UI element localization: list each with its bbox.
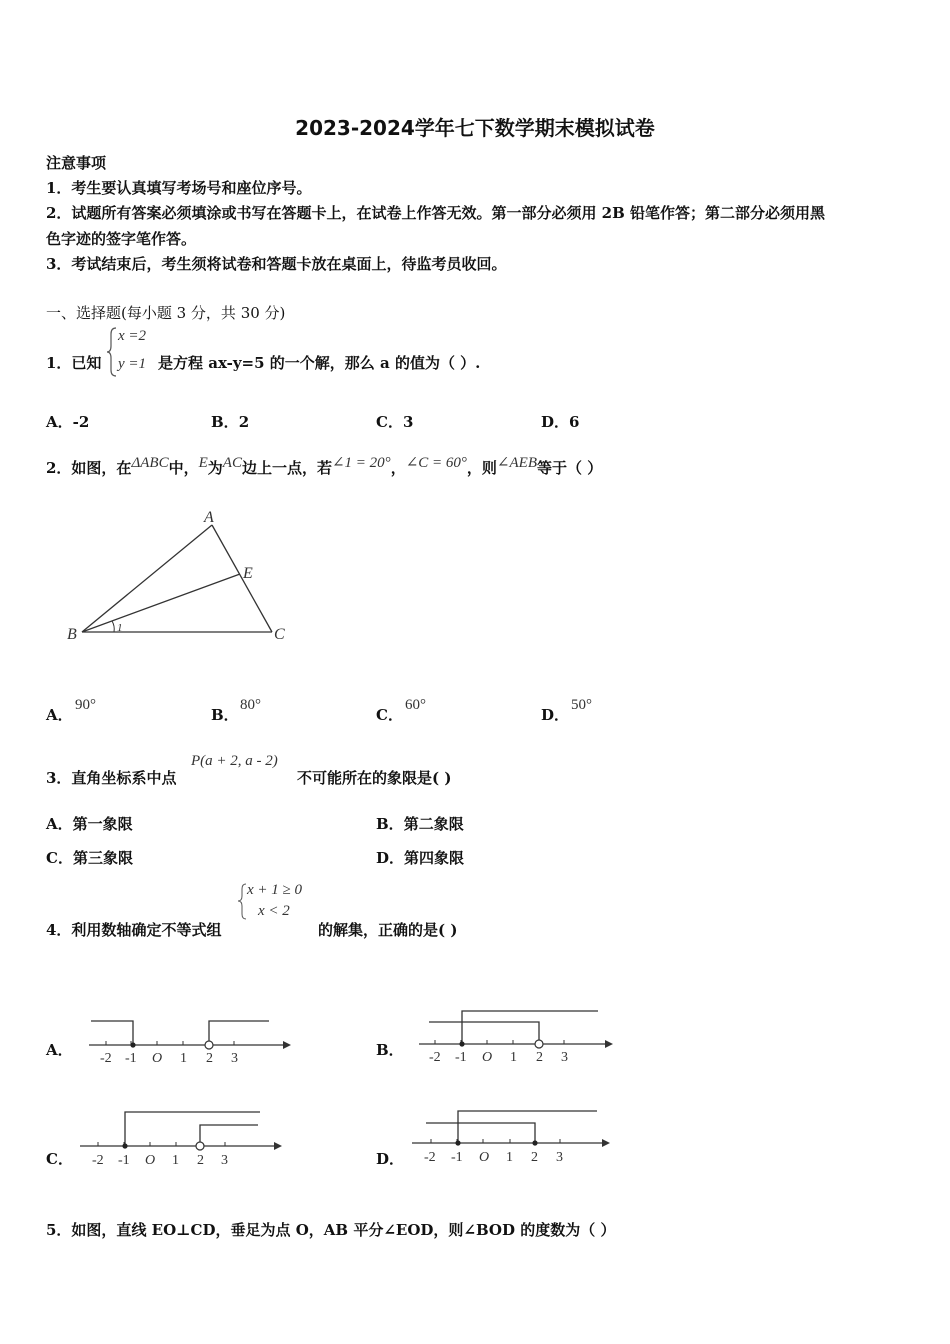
svg-text:-2: -2 — [100, 1051, 112, 1066]
label-e: E — [243, 565, 253, 582]
q2-stem: 2．如图，在ΔABC中，E为AC边上一点，若∠1 = 20°，∠C = 60°，则∠AEB等于（ ） — [46, 455, 603, 477]
number-line-b — [415, 1003, 625, 1068]
q2-option-b-value: 80° — [240, 697, 261, 713]
notice-heading: 注意事项 — [46, 154, 107, 172]
q1-system-brace — [106, 326, 118, 378]
label-b: B — [67, 626, 77, 643]
q4-ineq1: x + 1 ≥ 0 — [247, 882, 303, 898]
q2-triangle-figure — [60, 505, 300, 645]
q4-option-c-letter: C． — [46, 1150, 73, 1168]
q3-suffix: 不可能所在的象限是( ) — [297, 769, 452, 787]
q5-text: 5．如图，直线 EO⊥CD，垂足为点 O，AB 平分∠EOD，则∠BOD 的度数为（ ） — [46, 1221, 616, 1239]
q1-option-b: B．2 — [211, 413, 250, 431]
q3-prefix: 3．直角坐标系中点 — [46, 769, 177, 787]
q4-option-b-letter: B． — [376, 1041, 404, 1059]
section-heading: 一、选择题(每小题 3 分，共 30 分) — [46, 304, 286, 322]
svg-text:1: 1 — [180, 1051, 187, 1066]
q3-option-b: B．第二象限 — [376, 815, 464, 833]
svg-text:-2: -2 — [424, 1150, 436, 1165]
q1-prefix: 1．已知 — [46, 354, 102, 372]
svg-text:3: 3 — [221, 1153, 228, 1168]
q2-option-a-letter: A． — [46, 706, 73, 724]
q2-option-c-letter: C． — [376, 706, 403, 724]
svg-text:O: O — [152, 1051, 163, 1066]
notice-item-2: 2．试题所有答案必须填涂或书写在答题卡上，在试卷上作答无效。第一部分必须用 2B 铅笔作答；第二部分必须用黑 — [46, 204, 826, 222]
number-line-a — [85, 1010, 295, 1070]
q1-eq2: y =1 — [118, 356, 147, 372]
q4-ineq2: x < 2 — [258, 903, 290, 919]
q2-option-d-value: 50° — [571, 697, 592, 713]
q3-point: P(a + 2, a - 2) — [191, 753, 278, 769]
label-c: C — [274, 626, 285, 643]
q2-math-anglec: ∠C = 60° — [405, 455, 467, 471]
q4-option-a-letter: A． — [46, 1041, 73, 1059]
q1-eq1: x =2 — [118, 328, 147, 344]
q2-option-b-letter: B． — [211, 706, 239, 724]
q3-option-c: C．第三象限 — [46, 849, 133, 867]
label-a: A — [204, 509, 214, 526]
notice-item-3: 3．考试结束后，考生须将试卷和答题卡放在桌面上，待监考员收回。 — [46, 255, 507, 273]
svg-text:-1: -1 — [451, 1150, 463, 1165]
angle-1-arc — [112, 621, 114, 632]
svg-text:3: 3 — [231, 1051, 238, 1066]
segment-be — [82, 574, 240, 632]
q1-suffix: 是方程 ax-y=5 的一个解，那么 a 的值为（ ）. — [158, 354, 481, 372]
q2-math-ac: AC — [222, 455, 242, 471]
q2-math-angle1: ∠1 = 20° — [331, 455, 391, 471]
svg-text:O: O — [482, 1050, 493, 1065]
side-ab — [82, 525, 212, 632]
notice-item-2-cont: 色字迹的签字笔作答。 — [46, 230, 197, 248]
svg-text:2: 2 — [536, 1050, 543, 1065]
svg-text:1: 1 — [506, 1150, 513, 1165]
q3-option-d: D．第四象限 — [376, 849, 465, 867]
number-line-c — [78, 1105, 288, 1170]
svg-text:O: O — [145, 1153, 156, 1168]
page-title: 2023-2024学年七下数学期末模拟试卷 — [295, 116, 655, 140]
q4-option-d-letter: D． — [376, 1150, 405, 1168]
svg-text:-2: -2 — [429, 1050, 441, 1065]
svg-text:1: 1 — [510, 1050, 517, 1065]
svg-text:2: 2 — [206, 1051, 213, 1066]
q4-prefix: 4．利用数轴确定不等式组 — [46, 921, 222, 939]
svg-text:2: 2 — [197, 1153, 204, 1168]
q1-option-c: C．3 — [376, 413, 414, 431]
q3-option-a: A．第一象限 — [46, 815, 133, 833]
q4-suffix: 的解集，正确的是( ) — [318, 921, 458, 939]
q1-option-a: A．-2 — [46, 413, 90, 431]
svg-text:-1: -1 — [455, 1050, 467, 1065]
q2-math-e: E — [198, 455, 208, 471]
q2-option-d-letter: D． — [541, 706, 570, 724]
svg-text:-1: -1 — [125, 1051, 137, 1066]
number-line-d — [410, 1105, 620, 1170]
q1-option-d: D．6 — [541, 413, 580, 431]
q2-math-abc: ΔABC — [131, 455, 169, 471]
svg-text:3: 3 — [556, 1150, 563, 1165]
q2-math-aeb: ∠AEB — [496, 455, 537, 471]
q2-option-a-value: 90° — [75, 697, 96, 713]
svg-text:-2: -2 — [92, 1153, 104, 1168]
notice-item-1: 1．考生要认真填写考场号和座位序号。 — [46, 179, 312, 197]
svg-text:O: O — [479, 1150, 490, 1165]
q2-option-c-value: 60° — [405, 697, 426, 713]
svg-text:1: 1 — [172, 1153, 179, 1168]
svg-text:-1: -1 — [118, 1153, 130, 1168]
svg-text:2: 2 — [531, 1150, 538, 1165]
svg-text:3: 3 — [561, 1050, 568, 1065]
label-angle-1: 1 — [117, 622, 123, 634]
side-ac — [212, 525, 272, 632]
